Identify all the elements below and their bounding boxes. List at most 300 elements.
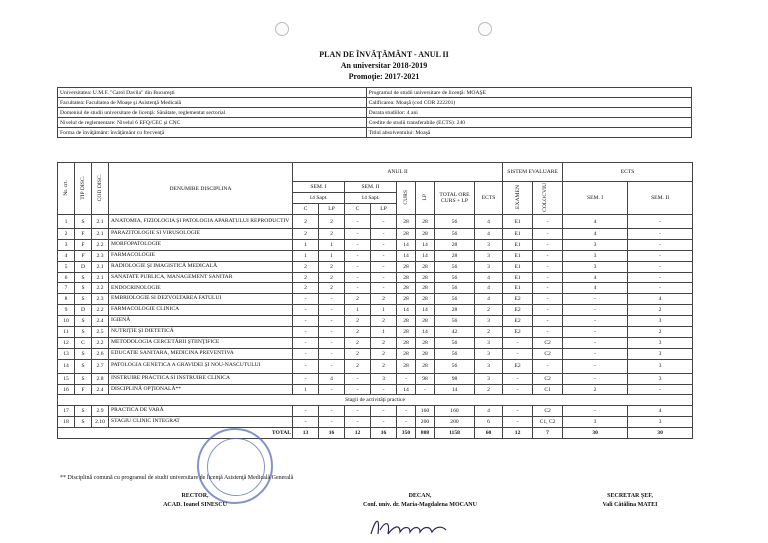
table-cell: 2.1 xyxy=(92,215,109,229)
table-cell: 2 xyxy=(293,261,319,272)
table-cell: 28 xyxy=(397,327,416,338)
info-row xyxy=(58,128,692,138)
table-cell: S xyxy=(75,215,92,229)
table-row xyxy=(58,215,693,229)
info-row xyxy=(58,98,692,108)
totals-cell: 12 xyxy=(503,428,533,439)
table-cell: C1, C2 xyxy=(533,417,563,428)
discipline-name: INSTRUIRE PRACTICA SI INSTRUIRE CLINICA xyxy=(109,373,293,384)
table-cell: - xyxy=(371,406,397,417)
table-cell: - xyxy=(371,261,397,272)
discipline-name: PARAZITOLOGIE SI VIRUSOLOGIE xyxy=(109,229,293,240)
header-anul: ANUL II xyxy=(293,163,503,182)
table-cell: 3 xyxy=(475,261,503,272)
table-cell: 4 xyxy=(475,272,503,283)
table-cell: 1 xyxy=(319,239,345,250)
table-cell: 28 xyxy=(435,250,475,261)
table-cell: 14 xyxy=(397,250,416,261)
signature-name: ACAD. Ioanel SINESCU xyxy=(163,502,227,508)
signature-rector xyxy=(135,492,255,510)
table-cell: - xyxy=(533,250,563,261)
header-cod: COD DISC. xyxy=(92,163,109,215)
table-cell: 1 xyxy=(371,327,397,338)
header-c2: C xyxy=(345,204,371,215)
table-cell: 28 xyxy=(416,348,435,359)
table-cell: F xyxy=(75,239,92,250)
table-cell: 56 xyxy=(435,316,475,327)
header-total: TOTAL ORE CURS + LP xyxy=(435,182,475,215)
table-cell: - xyxy=(293,327,319,338)
table-cell: 2 xyxy=(58,229,75,240)
table-cell: E1 xyxy=(503,261,533,272)
table-cell: E2 xyxy=(503,294,533,305)
table-cell: S xyxy=(75,283,92,294)
table-cell: 14 xyxy=(397,239,416,250)
table-cell: 28 xyxy=(416,272,435,283)
table-cell: S xyxy=(75,348,92,359)
table-cell: - xyxy=(319,305,345,316)
table-cell: - xyxy=(533,272,563,283)
table-cell: - xyxy=(319,384,345,395)
table-cell: 3 xyxy=(563,239,628,250)
table-cell: - xyxy=(293,406,319,417)
discipline-name: DISCIPLINĂ OPŢIONALĂ** xyxy=(109,384,293,395)
table-cell: S xyxy=(75,272,92,283)
punch-hole-left xyxy=(275,22,289,36)
table-row xyxy=(58,272,693,283)
table-cell: 2 xyxy=(293,229,319,240)
table-cell: E1 xyxy=(503,272,533,283)
table-cell: 2 xyxy=(345,316,371,327)
table-cell: 56 xyxy=(435,272,475,283)
table-cell: - xyxy=(503,373,533,384)
table-cell: 3 xyxy=(475,250,503,261)
table-cell: 98 xyxy=(435,373,475,384)
totals-cell: 30 xyxy=(563,428,628,439)
totals-cell: 808 xyxy=(416,428,435,439)
table-cell: - xyxy=(371,250,397,261)
header-ects-group: ECTS xyxy=(563,163,693,182)
table-cell: 28 xyxy=(416,316,435,327)
table-cell: - xyxy=(628,215,693,229)
table-cell: 28 xyxy=(397,215,416,229)
table-cell: 2 xyxy=(345,327,371,338)
info-cell: Titlul absolventului: Moaşă xyxy=(366,128,691,138)
table-cell: 1 xyxy=(293,239,319,250)
table-cell: - xyxy=(563,406,628,417)
table-cell: 2 xyxy=(475,384,503,395)
table-cell: 2.1 xyxy=(92,261,109,272)
table-cell: 17 xyxy=(58,406,75,417)
table-cell: - xyxy=(533,261,563,272)
table-cell: 2.4 xyxy=(92,384,109,395)
table-cell: C2 xyxy=(533,406,563,417)
handwritten-signature xyxy=(366,512,456,540)
totals-row xyxy=(58,428,693,439)
table-cell: C2 xyxy=(533,348,563,359)
table-cell: - xyxy=(533,305,563,316)
table-cell: - xyxy=(533,294,563,305)
table-cell: E1 xyxy=(503,283,533,294)
table-cell: 8 xyxy=(58,294,75,305)
table-cell: 3 xyxy=(563,417,628,428)
totals-cell: 350 xyxy=(397,428,416,439)
info-cell: Calificarea: Moaşă (cod COR 222201) xyxy=(366,98,691,108)
table-cell: 14 xyxy=(397,305,416,316)
table-cell: - xyxy=(293,305,319,316)
table-cell: 2.7 xyxy=(92,359,109,373)
info-row xyxy=(58,108,692,118)
table-cell: - xyxy=(319,348,345,359)
table-row xyxy=(58,294,693,305)
totals-cell: 16 xyxy=(319,428,345,439)
punch-hole-right xyxy=(478,22,492,36)
table-cell: 3 xyxy=(563,250,628,261)
info-row xyxy=(58,118,692,128)
signature-secretary xyxy=(560,492,700,510)
table-cell: - xyxy=(503,406,533,417)
table-cell: 2.10 xyxy=(92,417,109,428)
header-lp2: LP xyxy=(371,204,397,215)
table-cell: 28 xyxy=(416,229,435,240)
table-cell: 4 xyxy=(475,283,503,294)
table-cell: - xyxy=(345,215,371,229)
header-nr: Nr. crt. xyxy=(58,163,75,215)
table-cell: S xyxy=(75,406,92,417)
table-row xyxy=(58,373,693,384)
table-cell: 4 xyxy=(628,406,693,417)
header-sistem: SISTEM EVALUARE xyxy=(503,163,563,182)
table-cell: 2 xyxy=(371,316,397,327)
table-cell: 2 xyxy=(319,283,345,294)
table-cell: 13 xyxy=(58,348,75,359)
table-cell: 3 xyxy=(371,373,397,384)
table-row xyxy=(58,305,693,316)
promotion: Promoţie: 2017-2021 xyxy=(348,72,420,81)
discipline-name: ENDOCRINOLOGIE xyxy=(109,283,293,294)
info-cell: Universitatea: U.M.F. "Carol Davila" din Bucureşti xyxy=(58,88,367,98)
header-denumire: DENUMIRE DISCIPLINA xyxy=(109,163,293,215)
table-cell: S xyxy=(75,316,92,327)
table-cell: - xyxy=(533,283,563,294)
signature-name: Conf. univ. dr. Maria-Magdalena MOCANU xyxy=(363,502,477,508)
table-cell: 1 xyxy=(345,305,371,316)
discipline-name: IGIENĂ xyxy=(109,316,293,327)
table-cell: - xyxy=(533,359,563,373)
table-cell: S xyxy=(75,327,92,338)
table-cell: - xyxy=(345,239,371,250)
table-cell: 56 xyxy=(435,359,475,373)
info-cell: Domeniul de studii universitare de licenţă: Sănătate, reglementat sectorial xyxy=(58,108,367,118)
table-cell: - xyxy=(345,373,371,384)
table-cell: 2 xyxy=(293,283,319,294)
table-cell: 2 xyxy=(345,337,371,348)
table-cell: - xyxy=(345,229,371,240)
signature-role: SECRETAR ŞEF, xyxy=(607,493,653,499)
table-cell: 3 xyxy=(628,316,693,327)
table-cell: 2.6 xyxy=(92,348,109,359)
table-row xyxy=(58,250,693,261)
table-cell: 2.2 xyxy=(92,283,109,294)
table-cell: 2 xyxy=(371,294,397,305)
table-cell: 12 xyxy=(58,337,75,348)
table-cell: 14 xyxy=(58,359,75,373)
table-cell: 14 xyxy=(416,239,435,250)
info-row xyxy=(58,88,692,98)
totals-cell: 16 xyxy=(371,428,397,439)
table-cell: - xyxy=(293,373,319,384)
table-cell: 2 xyxy=(319,229,345,240)
table-cell: 2 xyxy=(319,261,345,272)
table-row xyxy=(58,337,693,348)
totals-label: TOTAL xyxy=(58,428,293,439)
table-cell: C2 xyxy=(533,373,563,384)
totals-cell: 1158 xyxy=(435,428,475,439)
header-lp: LP xyxy=(416,182,435,215)
table-cell: - xyxy=(563,373,628,384)
table-cell: - xyxy=(345,417,371,428)
table-cell: - xyxy=(345,406,371,417)
table-cell: - xyxy=(563,316,628,327)
table-cell: 2 xyxy=(628,305,693,316)
table-cell: 2 xyxy=(371,348,397,359)
table-cell: 4 xyxy=(319,373,345,384)
table-cell: 2 xyxy=(371,359,397,373)
document-title: PLAN DE ÎNVĂŢĂMÂNT - ANUL II xyxy=(319,50,449,59)
discipline-name: FARMACOLOGIE CLINICA xyxy=(109,305,293,316)
discipline-name: RADIOLOGIE ŞI IMAGISTICĂ MEDICALĂ xyxy=(109,261,293,272)
table-cell: 4 xyxy=(475,406,503,417)
table-cell: F xyxy=(75,384,92,395)
table-cell: 56 xyxy=(435,294,475,305)
table-cell: - xyxy=(345,283,371,294)
table-cell: - xyxy=(533,215,563,229)
table-cell: 5 xyxy=(58,261,75,272)
header-ects-sem2: SEM. II xyxy=(628,182,693,215)
table-cell: - xyxy=(319,337,345,348)
signature-dean xyxy=(320,492,520,510)
table-cell: S xyxy=(75,294,92,305)
discipline-name: PRACTICA DE VARĂ xyxy=(109,406,293,417)
table-cell: 4 xyxy=(58,250,75,261)
info-cell: Durata studiilor: 4 ani xyxy=(366,108,691,118)
table-cell: 15 xyxy=(58,373,75,384)
table-cell: 28 xyxy=(435,239,475,250)
table-cell: 2.2 xyxy=(92,305,109,316)
header-weeks2: 14 Sapt. xyxy=(345,193,397,204)
totals-cell: 60 xyxy=(475,428,503,439)
table-cell: 3 xyxy=(475,337,503,348)
table-cell: 42 xyxy=(435,327,475,338)
table-cell: 56 xyxy=(435,261,475,272)
table-cell: 14 xyxy=(416,305,435,316)
table-cell: - xyxy=(319,359,345,373)
table-cell: 2 xyxy=(563,384,628,395)
table-cell: C2 xyxy=(533,337,563,348)
table-cell: 4 xyxy=(475,215,503,229)
table-cell: - xyxy=(628,250,693,261)
table-cell: 3 xyxy=(628,337,693,348)
table-cell: 2.2 xyxy=(92,337,109,348)
table-cell: - xyxy=(533,229,563,240)
table-cell: - xyxy=(371,417,397,428)
table-cell: 28 xyxy=(397,272,416,283)
table-cell: 56 xyxy=(435,283,475,294)
table-cell: 160 xyxy=(416,406,435,417)
totals-cell: 7 xyxy=(533,428,563,439)
table-cell: - xyxy=(628,239,693,250)
table-cell: 2.2 xyxy=(92,239,109,250)
table-cell: - xyxy=(628,283,693,294)
info-cell: Programul de studii universitare de licenţă: MOAŞE xyxy=(366,88,691,98)
table-cell: E2 xyxy=(503,316,533,327)
table-cell: - xyxy=(628,229,693,240)
table-cell: - xyxy=(503,417,533,428)
table-cell: 2.1 xyxy=(92,272,109,283)
table-cell: 14 xyxy=(416,327,435,338)
discipline-name: EMBRIOLOGIE SI DEZVOLTAREA FATULUI xyxy=(109,294,293,305)
table-cell: 4 xyxy=(475,229,503,240)
table-cell: - xyxy=(371,384,397,395)
table-row xyxy=(58,417,693,428)
table-cell: - xyxy=(503,337,533,348)
table-cell: 3 xyxy=(475,239,503,250)
header-tip: TIP DISC. xyxy=(75,163,92,215)
table-cell: 3 xyxy=(628,373,693,384)
header-weeks1: 14 Sapt. xyxy=(293,193,345,204)
table-cell: 16 xyxy=(58,384,75,395)
table-cell: 160 xyxy=(435,406,475,417)
table-cell: 3 xyxy=(475,359,503,373)
table-cell: - xyxy=(628,261,693,272)
table-cell: - xyxy=(345,384,371,395)
table-cell: 2 xyxy=(345,348,371,359)
table-cell: - xyxy=(371,272,397,283)
table-cell: 200 xyxy=(416,417,435,428)
discipline-name: PATOLOGIA GENETICA A GRAVIDEI ŞI NOU-NASCUTULUI xyxy=(109,359,293,373)
table-cell: E2 xyxy=(503,359,533,373)
practice-section-label: Stagii de activităţi practice xyxy=(58,395,693,406)
table-cell: 4 xyxy=(563,272,628,283)
table-cell: 3 xyxy=(475,316,503,327)
table-cell: 3 xyxy=(475,348,503,359)
table-cell: F xyxy=(75,229,92,240)
academic-year: An universitar 2018-2019 xyxy=(340,61,428,70)
table-row xyxy=(58,406,693,417)
table-cell: E1 xyxy=(503,215,533,229)
discipline-name: MORFOPATOLOGIE xyxy=(109,239,293,250)
table-cell: E1 xyxy=(503,250,533,261)
table-cell: - xyxy=(397,373,416,384)
table-cell: - xyxy=(293,294,319,305)
table-cell: 3 xyxy=(628,348,693,359)
table-cell: - xyxy=(345,272,371,283)
table-cell: - xyxy=(319,406,345,417)
table-cell: - xyxy=(293,337,319,348)
table-cell: 2.3 xyxy=(92,250,109,261)
table-cell: - xyxy=(416,384,435,395)
table-cell: D xyxy=(75,261,92,272)
table-cell: 1 xyxy=(293,384,319,395)
discipline-name: ANATOMIA, FIZIOLOGIA ŞI PATOLOGIA APARATULUI REPRODUCTIV xyxy=(109,215,293,229)
table-cell: 56 xyxy=(435,229,475,240)
table-cell: 2 xyxy=(345,294,371,305)
table-cell: S xyxy=(75,373,92,384)
table-cell: 2 xyxy=(475,327,503,338)
info-cell: Facultatea: Facultatea de Moaşe şi Asistenţă Medicală xyxy=(58,98,367,108)
discipline-name: EDUCATIE SANITARA, MEDICINA PREVENTIVA xyxy=(109,348,293,359)
info-cell: Nivelul de reglementare: Nivelul 6 EFQ/CEC şi CNC xyxy=(58,118,367,128)
table-cell: 28 xyxy=(416,337,435,348)
table-cell: 1 xyxy=(58,215,75,229)
table-cell: 1 xyxy=(371,305,397,316)
table-cell: - xyxy=(533,327,563,338)
table-cell: 3 xyxy=(58,239,75,250)
table-cell: 98 xyxy=(416,373,435,384)
signature-name: Vali Cătălina MATEI xyxy=(602,502,658,508)
table-row xyxy=(58,261,693,272)
table-cell: - xyxy=(371,229,397,240)
table-cell: 56 xyxy=(435,337,475,348)
table-cell: 14 xyxy=(435,384,475,395)
table-cell: 1 xyxy=(293,250,319,261)
table-cell: 28 xyxy=(397,283,416,294)
table-cell: 2 xyxy=(345,359,371,373)
table-cell: E2 xyxy=(503,305,533,316)
table-cell: F xyxy=(75,250,92,261)
table-cell: 2 xyxy=(293,272,319,283)
table-cell: E2 xyxy=(503,327,533,338)
table-cell: 28 xyxy=(397,359,416,373)
table-cell: 28 xyxy=(397,337,416,348)
signature-role: DECAN, xyxy=(408,493,432,499)
table-cell: 28 xyxy=(416,261,435,272)
table-cell: 10 xyxy=(58,316,75,327)
table-cell: - xyxy=(503,348,533,359)
table-row xyxy=(58,316,693,327)
info-cell: Forma de învăţământ: învăţământ cu frecvenţă xyxy=(58,128,367,138)
footnote: ** Disciplină comună cu programul de studii universitare de licenţă Asistenţă Medicală Generală xyxy=(60,475,294,481)
table-cell: 56 xyxy=(435,348,475,359)
table-cell: - xyxy=(563,305,628,316)
table-cell: D xyxy=(75,305,92,316)
table-cell: - xyxy=(397,417,416,428)
table-row xyxy=(58,283,693,294)
table-cell: 2 xyxy=(319,215,345,229)
table-cell: - xyxy=(533,316,563,327)
table-cell: 2 xyxy=(475,305,503,316)
totals-cell: 13 xyxy=(293,428,319,439)
table-cell: - xyxy=(345,250,371,261)
table-cell: 56 xyxy=(435,215,475,229)
program-info-table xyxy=(57,87,692,138)
totals-cell: 30 xyxy=(628,428,693,439)
table-cell: 6 xyxy=(475,417,503,428)
totals-cell: 12 xyxy=(345,428,371,439)
table-cell: 7 xyxy=(58,283,75,294)
table-cell: - xyxy=(628,272,693,283)
table-cell: 4 xyxy=(628,294,693,305)
table-row xyxy=(58,348,693,359)
header-ects: ECTS xyxy=(475,182,503,215)
header-curs: CURS xyxy=(397,182,416,215)
table-cell: 28 xyxy=(416,359,435,373)
table-cell: 3 xyxy=(628,359,693,373)
table-cell: - xyxy=(563,327,628,338)
table-cell: 2.4 xyxy=(92,316,109,327)
table-cell: 28 xyxy=(416,215,435,229)
table-cell: 14 xyxy=(397,384,416,395)
